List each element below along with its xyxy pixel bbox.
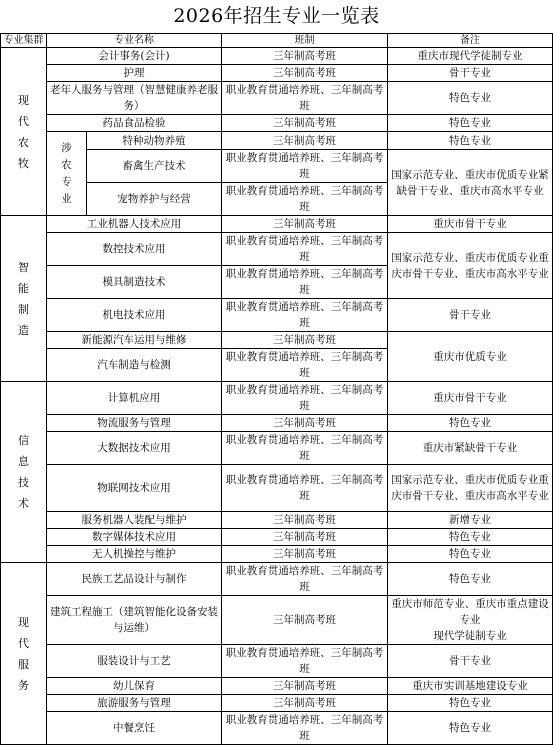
major-name: 中餐烹饪 (47, 712, 222, 745)
major-name: 汽车制造与检测 (47, 349, 222, 382)
class-type: 三年制高考班 (222, 678, 388, 695)
remark-line: 重庆市师范专业、重庆市重点建设专业 (391, 598, 549, 626)
major-name: 宠物养护与经营 (87, 183, 222, 216)
class-type: 三年制高考班 (222, 216, 388, 233)
remark: 特色专业 (388, 546, 553, 563)
table-row (1, 332, 553, 349)
remark: 特色专业 (388, 82, 553, 115)
cluster-cell (1, 382, 47, 563)
table-header-row (1, 34, 553, 48)
table-row (1, 65, 553, 82)
table-row (1, 645, 553, 678)
remark: 特色专业 (388, 695, 553, 712)
major-name: 护理 (47, 65, 222, 82)
major-name: 数字媒体技术应用 (47, 529, 222, 546)
class-type: 职业教育贯通培养班、三年制高考班 (222, 183, 388, 216)
class-type: 三年制高考班 (222, 332, 388, 349)
sub-cluster-label: 涉农专业 (61, 141, 72, 205)
major-name: 特种动物养殖 (87, 132, 222, 150)
class-type: 职业教育贯通培养班、三年制高考班 (222, 645, 388, 678)
header-class-type: 班制 (222, 34, 388, 48)
remark: 特色专业 (388, 529, 553, 546)
table-row (1, 48, 553, 65)
class-type: 职业教育贯通培养班、三年制高考班 (222, 465, 388, 512)
class-type: 三年制高考班 (222, 695, 388, 712)
class-type: 职业教育贯通培养班、三年制高考班 (222, 233, 388, 266)
majors-table (0, 33, 553, 745)
major-name: 机电技术应用 (47, 299, 222, 332)
remark: 骨干专业 (388, 299, 553, 332)
major-name: 旅游服务与管理 (47, 695, 222, 712)
remark: 骨干专业 (388, 65, 553, 82)
remark: 特色专业 (388, 712, 553, 745)
class-type: 职业教育贯通培养班、三年制高考班 (222, 382, 388, 415)
table-row (1, 382, 553, 415)
major-name: 会计事务(会计) (47, 48, 222, 65)
major-name: 数控技术应用 (47, 233, 222, 266)
major-name: 大数据技术应用 (47, 432, 222, 465)
table-row (1, 115, 553, 132)
remark: 重庆市实训基地建设专业 (388, 678, 553, 695)
major-name: 幼儿保育 (47, 678, 222, 695)
header-major: 专业名称 (47, 34, 222, 48)
remark: 特色专业 (388, 415, 553, 432)
header-cluster: 专业集群 (1, 34, 47, 48)
major-name: 建筑工程施工（建筑智能化设备安装与运维） (47, 596, 222, 645)
major-name: 物联网技术应用 (47, 465, 222, 512)
class-type: 职业教育贯通培养班、三年制高考班 (222, 432, 388, 465)
class-type: 职业教育贯通培养班、三年制高考班 (222, 266, 388, 299)
table-row (1, 299, 553, 332)
remark: 特色专业 (388, 115, 553, 132)
table-row (1, 233, 553, 266)
remark: 重庆市骨干专业 (388, 216, 553, 233)
remark: 骨干专业 (388, 645, 553, 678)
major-name: 物流服务与管理 (47, 415, 222, 432)
class-type: 三年制高考班 (222, 546, 388, 563)
remark: 重庆市骨干专业 (388, 382, 553, 415)
major-name: 工业机器人技术应用 (47, 216, 222, 233)
table-row (1, 563, 553, 596)
major-name: 药品食品检验 (47, 115, 222, 132)
table-row (1, 512, 553, 529)
remark: 国家示范专业、重庆市优质专业紧缺骨干专业、重庆市高水平专业 (388, 150, 553, 216)
class-type: 三年制高考班 (222, 596, 388, 645)
class-type: 三年制高考班 (222, 115, 388, 132)
table-row (1, 678, 553, 695)
class-type: 三年制高考班 (222, 132, 388, 150)
table-row (1, 546, 553, 563)
cluster-cell (1, 563, 47, 745)
cluster-label: 现代农牧 (18, 93, 29, 170)
remark: 国家示范专业、重庆市优质专业重庆市骨干专业、重庆市高水平专业 (388, 233, 553, 299)
document-title: 2026年招生专业一览表 (173, 5, 380, 27)
major-name: 无人机操控与维护 (47, 546, 222, 563)
table-row (1, 216, 553, 233)
table-row (1, 82, 553, 115)
cluster-cell (1, 216, 47, 382)
cluster-label: 智能制造 (18, 260, 29, 337)
major-name: 模具制造技术 (47, 266, 222, 299)
class-type: 三年制高考班 (222, 512, 388, 529)
remark: 新增专业 (388, 512, 553, 529)
remark: 国家示范专业、重庆市优质专业重庆市骨干专业、重庆市高水平专业 (388, 465, 553, 512)
sub-cluster-cell (47, 132, 87, 216)
major-name: 畜禽生产技术 (87, 150, 222, 183)
remark (388, 596, 553, 645)
cluster-label: 现代服务 (18, 615, 29, 692)
class-type: 职业教育贯通培养班、三年制高考班 (222, 299, 388, 332)
remark: 重庆市紧缺骨干专业 (388, 432, 553, 465)
header-remarks: 备注 (388, 34, 553, 48)
major-name: 新能源汽车运用与维修 (47, 332, 222, 349)
remark: 重庆市优质专业 (388, 332, 553, 382)
table-row (1, 132, 553, 150)
major-name: 民族工艺品设计与制作 (47, 563, 222, 596)
remark: 特色专业 (388, 563, 553, 596)
cluster-cell (1, 48, 47, 216)
table-row (1, 465, 553, 512)
class-type: 职业教育贯通培养班、三年制高考班 (222, 563, 388, 596)
class-type: 职业教育贯通培养班、三年制高考班 (222, 712, 388, 745)
remark-line: 现代学徒制专业 (433, 630, 507, 642)
class-type: 三年制高考班 (222, 65, 388, 82)
major-name: 服务机器人装配与维护 (47, 512, 222, 529)
class-type: 三年制高考班 (222, 415, 388, 432)
class-type: 职业教育贯通培养班、三年制高考班 (222, 150, 388, 183)
class-type: 三年制高考班 (222, 48, 388, 65)
class-type: 职业教育贯通培养班、三年制高考班 (222, 82, 388, 115)
class-type: 职业教育贯通培养班、三年制高考班 (222, 349, 388, 382)
remark: 重庆市现代学徒制专业 (388, 48, 553, 65)
major-name: 老年人服务与管理（智慧健康养老服务） (47, 82, 222, 115)
table-row (1, 415, 553, 432)
table-row (1, 712, 553, 745)
class-type: 三年制高考班 (222, 529, 388, 546)
major-name: 计算机应用 (47, 382, 222, 415)
table-row (1, 432, 553, 465)
remark: 特色专业 (388, 132, 553, 150)
major-name: 服装设计与工艺 (47, 645, 222, 678)
table-row (1, 695, 553, 712)
table-row (1, 596, 553, 645)
cluster-label: 信息技术 (18, 434, 29, 510)
table-row (1, 529, 553, 546)
